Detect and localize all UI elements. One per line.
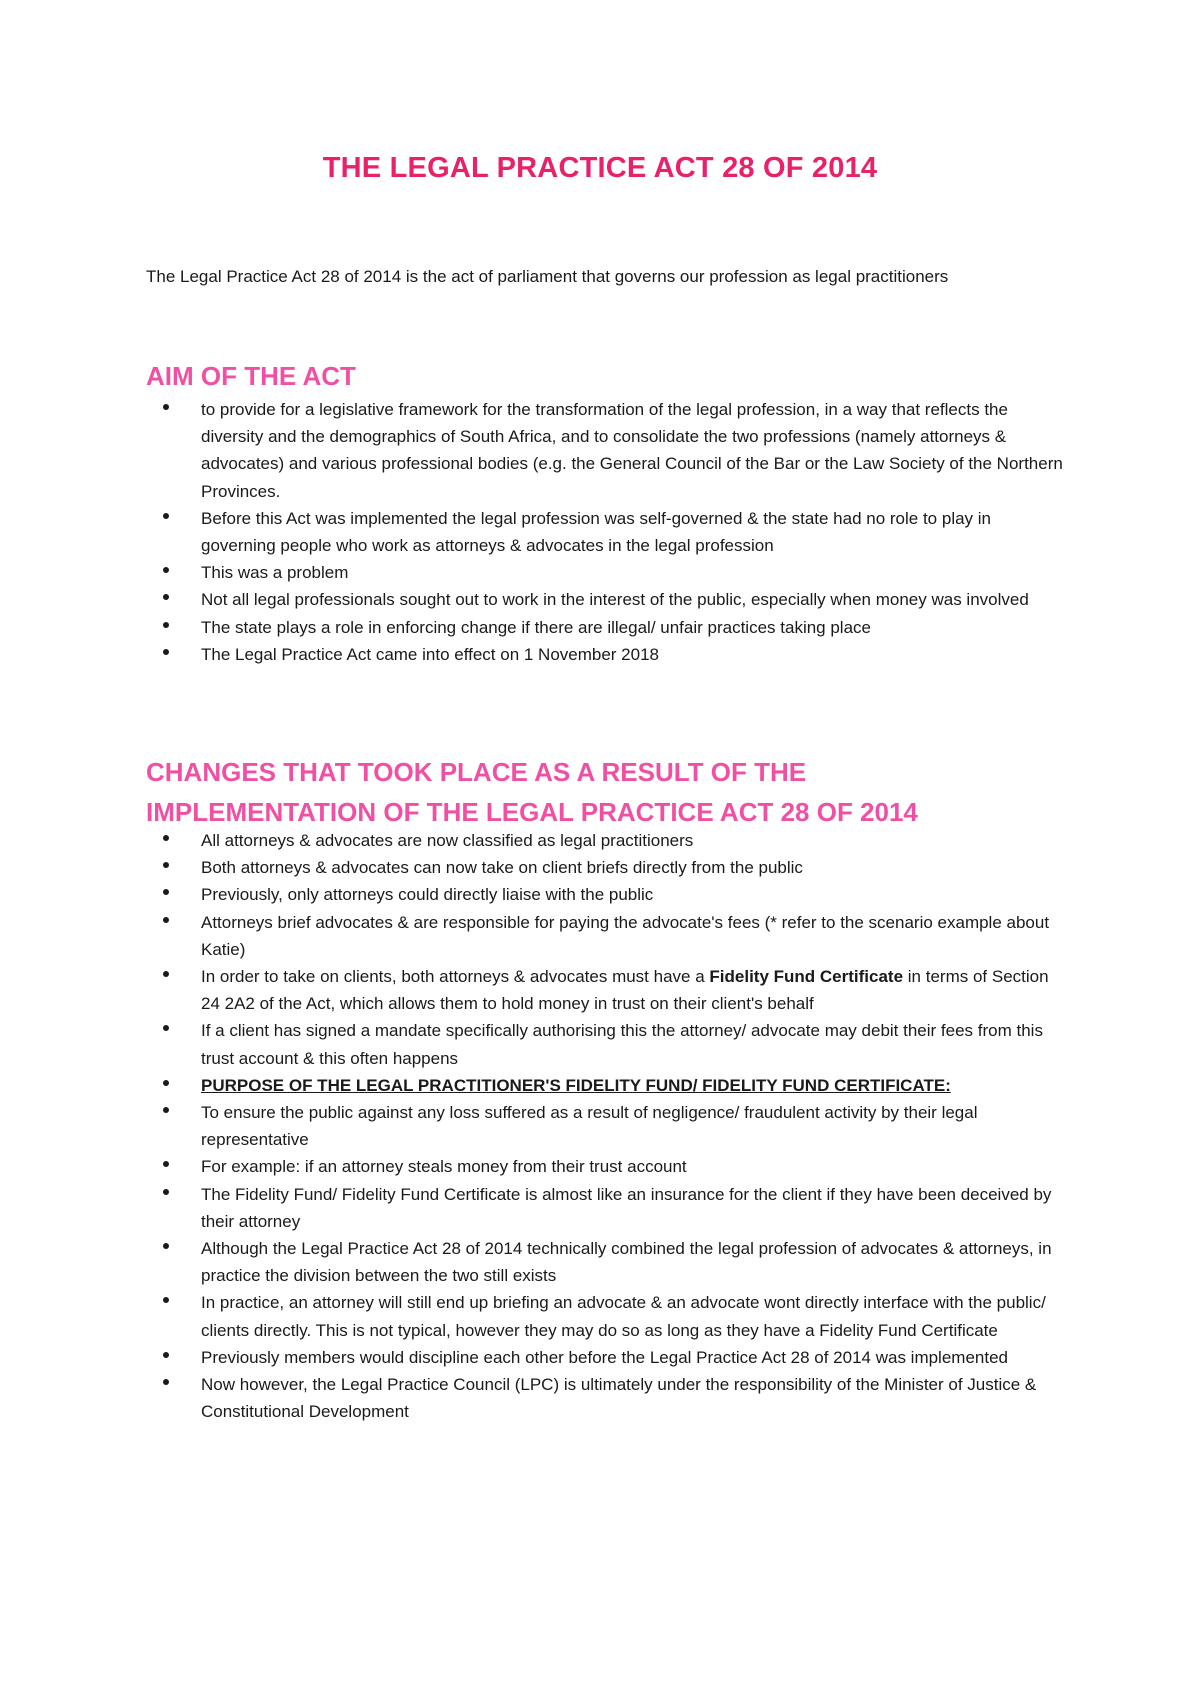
bullet-icon [163, 1379, 169, 1385]
changes-heading [146, 752, 918, 832]
bullet-icon [163, 1025, 169, 1031]
list-item: To ensure the public against any loss suffered as a result of negligence/ fraudulent activity by their legal representative [146, 1099, 1066, 1153]
bullet-icon [163, 971, 169, 977]
list-item: Although the Legal Practice Act 28 of 2014 technically combined the legal profession of advocates & attorneys, in practice the division between the two still exists [146, 1235, 1066, 1289]
fidelity-fund-certificate-term: Fidelity Fund Certificate [709, 967, 904, 987]
bullet-icon [163, 1297, 169, 1303]
bullet-icon [163, 917, 169, 923]
list-item: The Legal Practice Act came into effect on 1 November 2018 [146, 641, 1066, 668]
bullet-icon [163, 1352, 169, 1358]
bullet-icon [163, 1107, 169, 1113]
list-item: If a client has signed a mandate specifically authorising this the attorney/ advocate may debit their fees from this trust account & this often happens [146, 1017, 1066, 1071]
bullet-icon [163, 889, 169, 895]
bullet-icon [163, 1189, 169, 1195]
list-item: This was a problem [146, 559, 1066, 586]
bullet-icon [163, 622, 169, 628]
bullet-icon [163, 1243, 169, 1249]
fidelity-fund-purpose-heading: PURPOSE OF THE LEGAL PRACTITIONER'S FIDELITY FUND/ FIDELITY FUND CERTIFICATE: [201, 1075, 951, 1095]
changes-list [146, 827, 1066, 1425]
bullet-icon [163, 1080, 169, 1086]
document-title: THE LEGAL PRACTICE ACT 28 OF 2014 [322, 152, 878, 184]
bullet-icon [163, 862, 169, 868]
bullet-icon [163, 835, 169, 841]
changes-heading-line1: CHANGES THAT TOOK PLACE AS A RESULT OF THE [146, 757, 807, 787]
list-item: Previously members would discipline each other before the Legal Practice Act 28 of 2014 was implemented [146, 1344, 1066, 1371]
list-item: All attorneys & advocates are now classified as legal practitioners [146, 827, 1066, 854]
bullet-icon [163, 594, 169, 600]
aim-list [146, 396, 1066, 668]
bullet-icon [163, 404, 169, 410]
changes-heading-line2: IMPLEMENTATION OF THE LEGAL PRACTICE ACT 28 OF 2014 [146, 797, 918, 827]
aim-heading: AIM OF THE ACT [146, 361, 356, 391]
list-item: The Fidelity Fund/ Fidelity Fund Certificate is almost like an insurance for the client if they have been deceived by their attorney [146, 1181, 1066, 1235]
intro-paragraph: The Legal Practice Act 28 of 2014 is the act of parliament that governs our profession as legal practitioners [146, 267, 949, 286]
list-item: Before this Act was implemented the legal profession was self-governed & the state had no role to play in governing people who work as attorneys & advocates in the legal profession [146, 505, 1066, 559]
list-item: Previously, only attorneys could directly liaise with the public [146, 881, 1066, 908]
list-item: Both attorneys & advocates can now take on client briefs directly from the public [146, 854, 1066, 881]
list-item: Now however, the Legal Practice Council (LPC) is ultimately under the responsibility of the Minister of Justice & Constitutional Development [146, 1371, 1066, 1425]
bullet-icon [163, 1161, 169, 1167]
list-item: Attorneys brief advocates & are responsible for paying the advocate's fees (* refer to the scenario example about Katie) [146, 909, 1066, 963]
bullet-icon [163, 649, 169, 655]
bullet-icon [163, 567, 169, 573]
bullet-icon [163, 513, 169, 519]
list-item: In order to take on clients, both attorneys & advocates must have a Fidelity Fund Certificate in terms of Section 24 2A2 of the Act, which allows them to hold money in trust on their client's behalf [146, 963, 1066, 1017]
list-item: The state plays a role in enforcing change if there are illegal/ unfair practices taking place [146, 614, 1066, 641]
list-item: In practice, an attorney will still end up briefing an advocate & an advocate wont directly interface with the public/ clients directly. This is not typical, however they may do so as long as they have a Fidelity Fund Certificate [146, 1289, 1066, 1343]
list-item [146, 1072, 1066, 1099]
list-item: to provide for a legislative framework for the transformation of the legal profession, in a way that reflects the diversity and the demographics of South Africa, and to consolidate the two professions (namely attorneys & advocates) and various professional bodies (e.g. the General Council of the Bar or the Law Society of the Northern Provinces. [146, 396, 1066, 505]
list-item: Not all legal professionals sought out to work in the interest of the public, especially when money was involved [146, 586, 1066, 613]
list-item: For example: if an attorney steals money from their trust account [146, 1153, 1066, 1180]
